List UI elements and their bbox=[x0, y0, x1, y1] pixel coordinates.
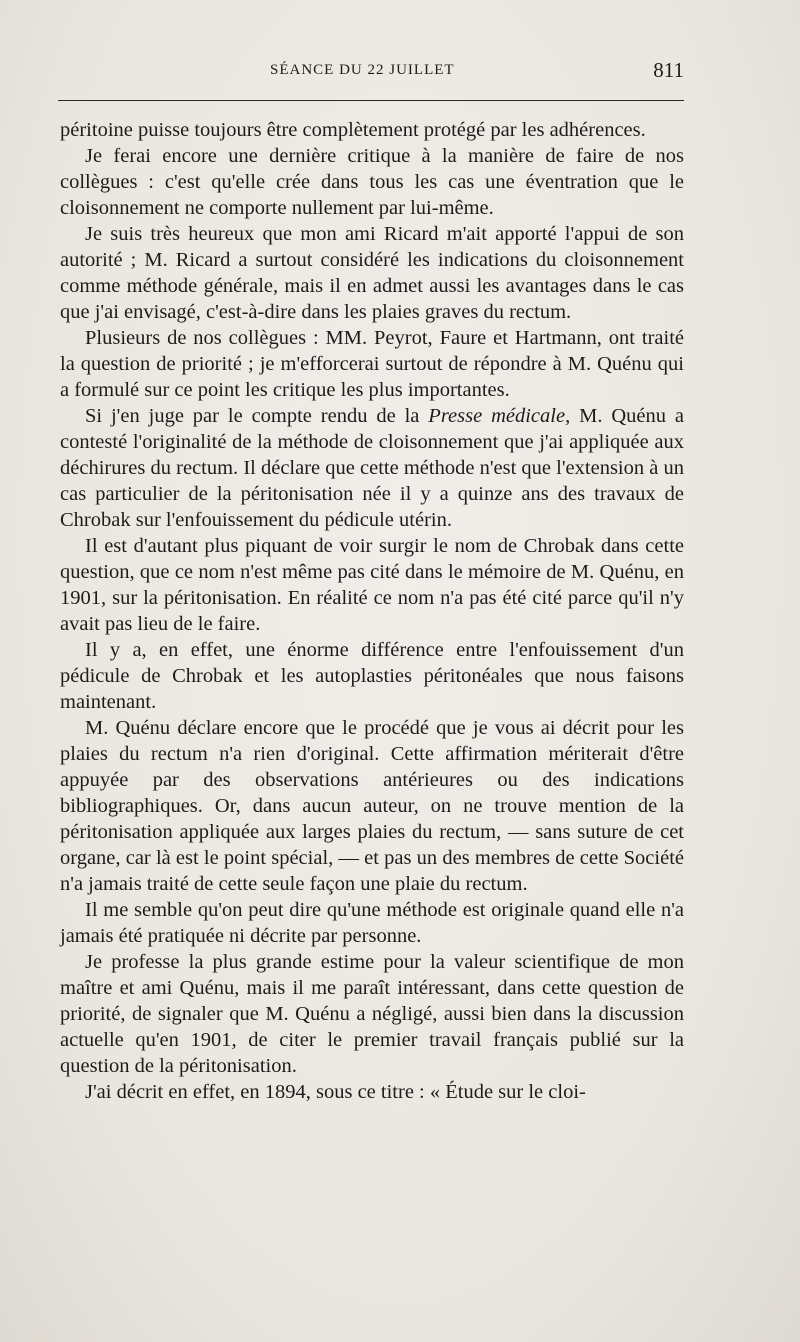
paragraph: Il y a, en effet, une énorme différence entre l'enfouissement d'un pédicule de Chrobak et les autoplasties péritonéales que nous faisons maintenant. bbox=[60, 639, 684, 713]
paragraph-text: Si j'en juge par le compte rendu de la bbox=[85, 405, 429, 427]
page-number: 811 bbox=[653, 58, 684, 82]
paragraph: Je professe la plus grande estime pour la valeur scientifique de mon maître et ami Quénu, mais il me paraît intéressant, dans cette question de priorité, de signaler que M. Quénu a négligé, aussi bien dans la discussion actuelle qu'en 1901, de citer le premier travail français publié sur la question de la péritonisation. bbox=[60, 951, 684, 1077]
paragraph: Je suis très heureux que mon ami Ricard m'ait apporté l'appui de son autorité ; M. Ricard a surtout considéré les indications du cloisonnement comme méthode générale, mais il en admet aussi les avantages dans le cas que j'ai envisagé, c'est-à-dire dans les plaies graves du rectum. bbox=[60, 223, 684, 323]
paragraph: Plusieurs de nos collègues : MM. Peyrot, Faure et Hartmann, ont traité la question de priorité ; je m'efforcerai surtout de répondre à M. Quénu qui a formulé sur ce point les critique les plus importantes. bbox=[60, 327, 684, 401]
paragraph: J'ai décrit en effet, en 1894, sous ce titre : « Étude sur le cloi- bbox=[85, 1081, 586, 1103]
body-text bbox=[60, 117, 684, 1105]
paragraph: Il me semble qu'on peut dire qu'une méthode est originale quand elle n'a jamais été pratiquée ni décrite par personne. bbox=[60, 899, 684, 947]
running-title: SÉANCE DU 22 JUILLET bbox=[270, 62, 455, 78]
paragraph-text: , M. Quénu a contesté l'originalité de la méthode de cloisonnement que j'ai appliquée aux déchirures du rectum. Il déclare que cette méthode n'est que l'extension à un cas particulier de la péritonisation née il y a quinze ans des travaux de Chrobak sur l'enfouissement du pédicule utérin. bbox=[60, 405, 684, 531]
paragraph: M. Quénu déclare encore que le procédé que je vous ai décrit pour les plaies du rectum n'a rien d'original. Cette affirmation mériterait d'être appuyée par des observations antérieures ou des indications bibliographiques. Or, dans aucun auteur, on ne trouve mention de la péritonisation appliquée aux larges plaies du rectum, — sans suture de cet organe, car là est le point spécial, — et pas un des membres de cette Société n'a jamais traité de cette seule façon une plaie du rectum. bbox=[60, 717, 684, 895]
paragraph: péritoine puisse toujours être complètement protégé par les adhérences. bbox=[60, 119, 646, 141]
paragraph: Il est d'autant plus piquant de voir surgir le nom de Chrobak dans cette question, que ce nom n'est même pas cité dans le mémoire de M. Quénu, en 1901, sur la péritonisation. En réalité ce nom n'a pas été cité parce qu'il n'y avait pas lieu de le faire. bbox=[60, 535, 684, 635]
paragraph: Je ferai encore une dernière critique à la manière de faire de nos collègues : c'est qu'elle crée dans tous les cas une éventration que le cloisonnement ne comporte nullement par lui-même. bbox=[60, 145, 684, 219]
header-rule bbox=[58, 100, 684, 101]
paragraph bbox=[60, 403, 684, 533]
journal-title: Presse médicale bbox=[428, 405, 566, 427]
page-header bbox=[60, 58, 684, 88]
